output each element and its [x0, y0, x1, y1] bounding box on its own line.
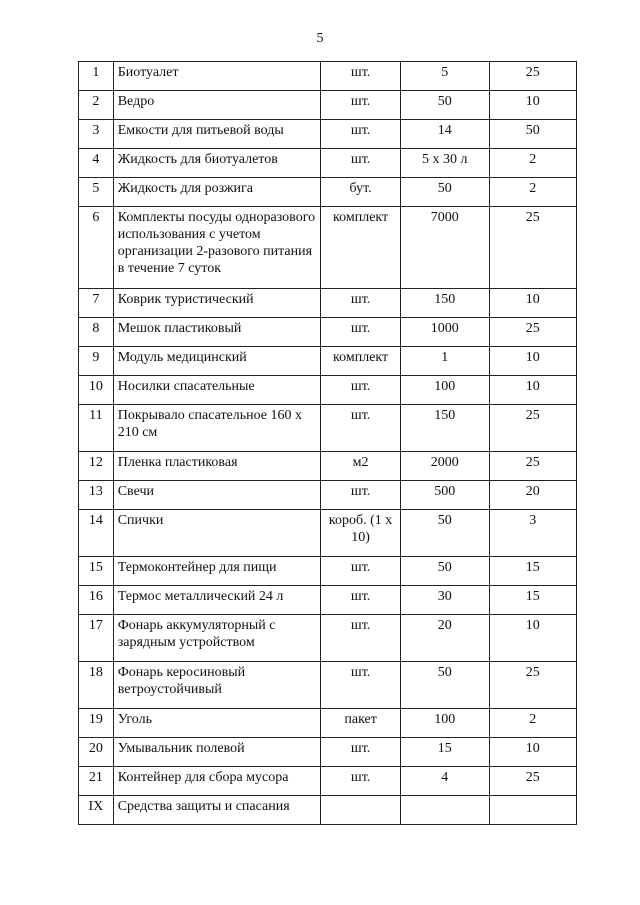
- unit-cell: шт.: [321, 91, 401, 120]
- unit-cell: [321, 796, 401, 825]
- quantity-cell: 5: [400, 62, 489, 91]
- quantity-cell: 50: [400, 178, 489, 207]
- item-name-cell: Ведро: [113, 91, 321, 120]
- supplies-table: [78, 61, 577, 825]
- table-row: [79, 452, 577, 481]
- item-name-cell: Модуль медицинский: [113, 347, 321, 376]
- unit-cell: шт.: [321, 120, 401, 149]
- table-row: [79, 149, 577, 178]
- unit-cell: шт.: [321, 662, 401, 709]
- norm-cell: 10: [489, 615, 576, 662]
- unit-cell: шт.: [321, 62, 401, 91]
- table-row: [79, 91, 577, 120]
- norm-cell: 25: [489, 767, 576, 796]
- row-number-cell: 10: [79, 376, 114, 405]
- item-name-cell: Биотуалет: [113, 62, 321, 91]
- unit-cell: короб. (1 х 10): [321, 510, 401, 557]
- quantity-cell: 50: [400, 91, 489, 120]
- page-number: 5: [316, 31, 324, 46]
- norm-cell: 25: [489, 405, 576, 452]
- norm-cell: 10: [489, 91, 576, 120]
- unit-cell: комплект: [321, 207, 401, 289]
- unit-cell: пакет: [321, 709, 401, 738]
- table-body: [79, 62, 577, 825]
- row-number-cell: 3: [79, 120, 114, 149]
- unit-cell: шт.: [321, 481, 401, 510]
- item-name-cell: Фонарь аккумуляторный с зарядным устройством: [113, 615, 321, 662]
- table-row: [79, 405, 577, 452]
- table-row: [79, 586, 577, 615]
- norm-cell: 25: [489, 318, 576, 347]
- quantity-cell: 5 х 30 л: [400, 149, 489, 178]
- row-number-cell: 11: [79, 405, 114, 452]
- norm-cell: 25: [489, 62, 576, 91]
- item-name-cell: Пленка пластиковая: [113, 452, 321, 481]
- row-number-cell: 12: [79, 452, 114, 481]
- table-row: [79, 207, 577, 289]
- norm-cell: 2: [489, 709, 576, 738]
- quantity-cell: 1000: [400, 318, 489, 347]
- row-number-cell: 7: [79, 289, 114, 318]
- item-name-cell: Носилки спасательные: [113, 376, 321, 405]
- item-name-cell: Покрывало спасательное 160 х 210 см: [113, 405, 321, 452]
- item-name-cell: Контейнер для сбора мусора: [113, 767, 321, 796]
- table-row: [79, 289, 577, 318]
- row-number-cell: 14: [79, 510, 114, 557]
- table-row: [79, 510, 577, 557]
- item-name-cell: Умывальник полевой: [113, 738, 321, 767]
- item-name-cell: Мешок пластиковый: [113, 318, 321, 347]
- table-row: [79, 347, 577, 376]
- row-number-cell: 19: [79, 709, 114, 738]
- norm-cell: 3: [489, 510, 576, 557]
- item-name-cell: Фонарь керосиновый ветроустойчивый: [113, 662, 321, 709]
- item-name-cell: Спички: [113, 510, 321, 557]
- quantity-cell: 20: [400, 615, 489, 662]
- norm-cell: 20: [489, 481, 576, 510]
- quantity-cell: [400, 796, 489, 825]
- unit-cell: шт.: [321, 318, 401, 347]
- unit-cell: шт.: [321, 376, 401, 405]
- unit-cell: шт.: [321, 586, 401, 615]
- item-name-cell: Термоконтейнер для пищи: [113, 557, 321, 586]
- row-number-cell: 4: [79, 149, 114, 178]
- table-row: [79, 662, 577, 709]
- table-row: [79, 709, 577, 738]
- row-number-cell: IX: [79, 796, 114, 825]
- norm-cell: [489, 796, 576, 825]
- row-number-cell: 20: [79, 738, 114, 767]
- table-row: [79, 376, 577, 405]
- norm-cell: 15: [489, 557, 576, 586]
- table-row: [79, 62, 577, 91]
- table-row: [79, 615, 577, 662]
- table-row: [79, 120, 577, 149]
- quantity-cell: 14: [400, 120, 489, 149]
- unit-cell: шт.: [321, 767, 401, 796]
- norm-cell: 2: [489, 149, 576, 178]
- quantity-cell: 50: [400, 662, 489, 709]
- row-number-cell: 17: [79, 615, 114, 662]
- norm-cell: 10: [489, 738, 576, 767]
- norm-cell: 25: [489, 452, 576, 481]
- row-number-cell: 13: [79, 481, 114, 510]
- row-number-cell: 5: [79, 178, 114, 207]
- norm-cell: 10: [489, 289, 576, 318]
- quantity-cell: 100: [400, 376, 489, 405]
- norm-cell: 25: [489, 662, 576, 709]
- table-row: [79, 178, 577, 207]
- unit-cell: бут.: [321, 178, 401, 207]
- unit-cell: шт.: [321, 289, 401, 318]
- norm-cell: 10: [489, 376, 576, 405]
- row-number-cell: 16: [79, 586, 114, 615]
- item-name-cell: Термос металлический 24 л: [113, 586, 321, 615]
- unit-cell: шт.: [321, 557, 401, 586]
- item-name-cell: Емкости для питьевой воды: [113, 120, 321, 149]
- quantity-cell: 150: [400, 405, 489, 452]
- unit-cell: шт.: [321, 615, 401, 662]
- row-number-cell: 15: [79, 557, 114, 586]
- unit-cell: шт.: [321, 738, 401, 767]
- item-name-cell: Жидкость для розжига: [113, 178, 321, 207]
- item-name-cell: Жидкость для биотуалетов: [113, 149, 321, 178]
- row-number-cell: 18: [79, 662, 114, 709]
- table-row: [79, 738, 577, 767]
- norm-cell: 10: [489, 347, 576, 376]
- row-number-cell: 9: [79, 347, 114, 376]
- item-name-cell: Свечи: [113, 481, 321, 510]
- quantity-cell: 1: [400, 347, 489, 376]
- row-number-cell: 2: [79, 91, 114, 120]
- table-row: [79, 557, 577, 586]
- quantity-cell: 50: [400, 510, 489, 557]
- unit-cell: комплект: [321, 347, 401, 376]
- table-row: [79, 796, 577, 825]
- table-row: [79, 767, 577, 796]
- table-row: [79, 481, 577, 510]
- quantity-cell: 500: [400, 481, 489, 510]
- norm-cell: 50: [489, 120, 576, 149]
- row-number-cell: 8: [79, 318, 114, 347]
- item-name-cell: Уголь: [113, 709, 321, 738]
- item-name-cell: Коврик туристический: [113, 289, 321, 318]
- unit-cell: шт.: [321, 405, 401, 452]
- norm-cell: 15: [489, 586, 576, 615]
- norm-cell: 2: [489, 178, 576, 207]
- item-name-cell: Средства защиты и спасания: [113, 796, 321, 825]
- item-name-cell: Комплекты посуды одноразового использования с учетом организации 2-разового питания в течение 7 суток: [113, 207, 321, 289]
- quantity-cell: 30: [400, 586, 489, 615]
- row-number-cell: 1: [79, 62, 114, 91]
- quantity-cell: 4: [400, 767, 489, 796]
- norm-cell: 25: [489, 207, 576, 289]
- quantity-cell: 15: [400, 738, 489, 767]
- row-number-cell: 21: [79, 767, 114, 796]
- quantity-cell: 150: [400, 289, 489, 318]
- quantity-cell: 7000: [400, 207, 489, 289]
- unit-cell: шт.: [321, 149, 401, 178]
- table-row: [79, 318, 577, 347]
- quantity-cell: 100: [400, 709, 489, 738]
- quantity-cell: 2000: [400, 452, 489, 481]
- unit-cell: м2: [321, 452, 401, 481]
- quantity-cell: 50: [400, 557, 489, 586]
- row-number-cell: 6: [79, 207, 114, 289]
